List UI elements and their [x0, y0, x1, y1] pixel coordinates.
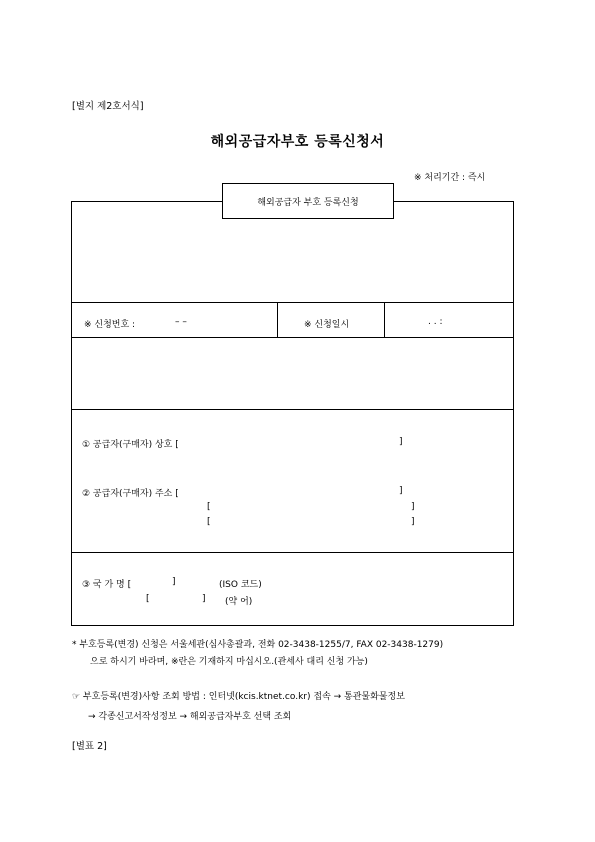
- supplier-name-field-end[interactable]: ]: [399, 437, 403, 447]
- row-divider: [71, 552, 514, 553]
- form-reference: [별지 제2호서식]: [72, 101, 144, 112]
- supplier-address-line3-start[interactable]: [: [207, 517, 211, 527]
- application-date-label: ※ 신청일시: [304, 320, 350, 330]
- attachment-reference: [별표 2]: [72, 741, 107, 752]
- abbreviation-label: (약 어): [225, 597, 253, 607]
- form-tab-label: 해외공급자 부호 등록신청: [257, 198, 359, 208]
- supplier-address-line2-start[interactable]: [: [207, 502, 211, 512]
- application-date-field[interactable]: . . :: [428, 317, 443, 327]
- page-title: 해외공급자부호 등록신청서: [210, 134, 385, 150]
- application-number-label: ※ 신청번호 :: [84, 320, 136, 330]
- processing-period: ※ 처리기간 : 즉시: [414, 173, 486, 183]
- row-divider: [71, 409, 514, 410]
- iso-code-label: (ISO 코드): [219, 580, 262, 590]
- country-field-end[interactable]: ]: [172, 577, 176, 587]
- note-registration-line2: 으로 하시기 바라며, ※란은 기재하지 마십시오.(관세사 대리 신청 가능): [90, 657, 368, 667]
- form-tab: [222, 183, 394, 219]
- supplier-address-label: ② 공급자(구매자) 주소 [: [82, 489, 179, 499]
- form-frame: [71, 201, 514, 626]
- cell-divider: [277, 302, 278, 337]
- supplier-address-line2-end[interactable]: ]: [411, 502, 415, 512]
- note-lookup-line2: → 각종신고서작성정보 → 해외공급자부호 선택 조회: [88, 712, 292, 722]
- supplier-address-line3-end[interactable]: ]: [411, 517, 415, 527]
- row-divider: [71, 337, 514, 338]
- note-registration-line1: * 부호등록(변경) 신청은 서울세관(심사총괄과, 전화 02-3438-1255/7, FAX 02-3438-1279): [72, 640, 444, 650]
- supplier-address-line1-end[interactable]: ]: [399, 486, 403, 496]
- abbreviation-field-end[interactable]: ]: [202, 594, 206, 604]
- country-label: ③ 국 가 명 [: [82, 580, 132, 590]
- note-lookup-line1: ☞ 부호등록(변경)사항 조회 방법 : 인터넷(kcis.ktnet.co.kr) 접속 → 통관물화물정보: [72, 692, 405, 702]
- cell-divider: [384, 302, 385, 337]
- row-divider: [71, 302, 514, 303]
- abbreviation-field-start[interactable]: [: [146, 594, 150, 604]
- supplier-name-label: ① 공급자(구매자) 상호 [: [82, 440, 179, 450]
- application-number-field[interactable]: – –: [175, 317, 187, 327]
